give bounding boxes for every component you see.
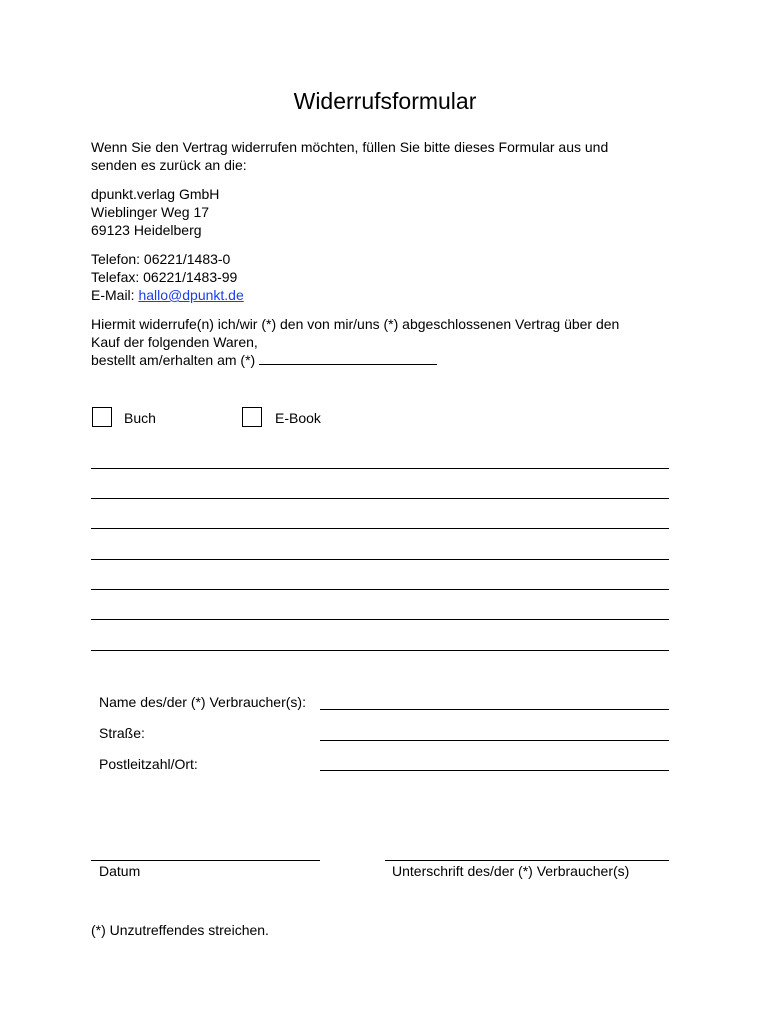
declaration-line: Hiermit widerrufe(n) ich/wir (*) den von mir/uns (*) abgeschlossenen Vertrag über den xyxy=(91,316,620,332)
signature-label: Unterschrift des/der (*) Verbraucher(s) xyxy=(392,863,630,879)
checkbox-ebook-label: E-Book xyxy=(275,410,321,426)
checkbox-buch-label: Buch xyxy=(124,410,156,426)
date-field[interactable] xyxy=(91,860,320,861)
date-label: Datum xyxy=(99,863,141,879)
email-label: E-Mail: xyxy=(91,287,139,303)
goods-line[interactable] xyxy=(91,498,669,499)
name-field[interactable] xyxy=(320,709,669,710)
recipient-address xyxy=(91,185,219,239)
phone-line: Telefon: 06221/1483-0 xyxy=(91,251,231,267)
goods-line[interactable] xyxy=(91,589,669,590)
checkbox-buch[interactable] xyxy=(92,407,112,427)
declaration-text xyxy=(91,315,619,369)
goods-line[interactable] xyxy=(91,528,669,529)
goods-line[interactable] xyxy=(91,559,669,560)
declaration-line xyxy=(91,351,619,369)
postal-label: Postleitzahl/Ort: xyxy=(99,756,198,772)
order-date-field[interactable] xyxy=(259,352,437,365)
order-date-label: bestellt am/erhalten am (*) xyxy=(91,352,256,368)
signature-field[interactable] xyxy=(385,860,669,861)
email-line xyxy=(91,286,244,304)
address-line: 69123 Heidelberg xyxy=(91,222,202,238)
footnote: (*) Unzutreffendes streichen. xyxy=(91,922,269,938)
street-label: Straße: xyxy=(99,725,145,741)
email-link[interactable]: hallo@dpunkt.de xyxy=(138,287,244,303)
fax-line: Telefax: 06221/1483-99 xyxy=(91,269,238,285)
declaration-line: Kauf der folgenden Waren, xyxy=(91,334,258,350)
address-line: Wieblinger Weg 17 xyxy=(91,204,210,220)
intro-line: senden es zurück an die: xyxy=(91,157,247,173)
goods-line[interactable] xyxy=(91,619,669,620)
intro-line: Wenn Sie den Vertrag widerrufen möchten, füllen Sie bitte dieses Formular aus und xyxy=(91,139,609,155)
name-label: Name des/der (*) Verbraucher(s): xyxy=(99,694,306,710)
checkbox-ebook[interactable] xyxy=(242,407,262,427)
page-title: Widerrufsformular xyxy=(293,88,477,114)
street-field[interactable] xyxy=(320,740,669,741)
goods-line[interactable] xyxy=(91,468,669,469)
address-line: dpunkt.verlag GmbH xyxy=(91,186,220,202)
postal-field[interactable] xyxy=(320,770,669,771)
goods-line[interactable] xyxy=(91,650,669,651)
intro-text xyxy=(91,138,608,174)
contact-block xyxy=(91,250,244,304)
